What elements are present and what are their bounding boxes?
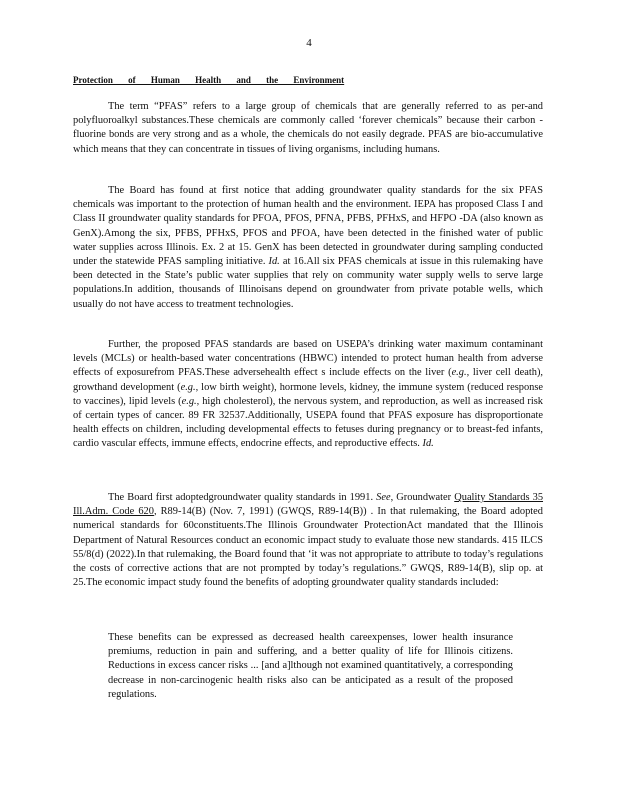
paragraph-pfas-definition: The term “PFAS” refers to a large group of chemicals that are generally referred to as per-and polyfluoroalkyl substances.These chemicals are commonly called ‘forever chemicals” because their carbon -fluorine bonds are very strong and as a whole, the chemicals do not easily degrade. PFAS are bio-accumulative which means that they can concentrate in tissues of living organisms, including humans.: [73, 101, 543, 155]
section-heading: Protection of Human Health and the Environment: [73, 75, 345, 85]
eg-2: e.g.,: [180, 381, 199, 393]
code-citation: Quality Standards 35 Ill.Adm. Code 620: [73, 492, 544, 518]
paragraph-board-findings: [73, 184, 543, 312]
p4-part-b: , Groundwater: [390, 492, 455, 503]
p3-part-c: low birth weight), hormone levels, kidney, the immune system (reduced response to vaccines), lipid levels (: [73, 381, 544, 407]
p3-part-b: liver cell death), growthand development (: [73, 367, 544, 393]
see-signal: See: [376, 492, 391, 503]
eg-1: e.g.,: [451, 367, 470, 379]
paragraph-health-effects: [73, 338, 543, 452]
p2-text: The Board has found at first notice that adding groundwater quality standards for the six PFAS chemicals was important to the protection of human health and the environment. IEPA has proposed Class I and Class II groundwater quality standards for PFOA, PFOS, PFNA, PFBS, PFHxS, and HFPO -DA (also known as GenX).Among the six, PFBS, PFHxS, PFOS and PFOA, have been detected in the finished water of public water supplies across Illinois. Ex. 2 at 15. GenX has been detected in groundwater during sampling conducted under the statewide PFAS sampling initiative.: [73, 185, 543, 268]
id-citation: Id.: [268, 256, 280, 268]
block-quote: These benefits can be expressed as decreased health careexpenses, lower health insurance premiums, reduction in pain and suffering, and a better quality of life for Illinois citizens. Reductions in excess cancer risks ... [and a]lthough not examined quantitatively, a corresponding decrease in non-carcinogenic health risks also can be anticipated as a result of the proposed regulations.: [108, 632, 513, 700]
p4-part-c: , R89-14(B) (Nov. 7, 1991) (GWQS, R89-14(B)) . In that rulemaking, the Board adopted numerical standards for 60constituents.The Illinois Groundwater ProtectionAct mandated that the Illinois Department of Natural Resources conduct an economic impact study to evaluate those new standards. 415 ILCS 55/8(d) (2022).In that rulemaking, the Board found that ‘it was not appropriate to attribute to today’s regulations the costs of corrective actions that are not prompted by today’s regulations.” GWQS, R89-14(B), slip op. at 25.The economic impact study found the benefits of adopting groundwater quality standards included:: [73, 506, 543, 589]
p3-part-d: high cholesterol), the nervous system, and reproduction, as well as increased risk of certain types of cancer. 89 FR 32537.Additionally, USEPA found that PFAS exposure has disproportionate health effects on children, including developmental effects to fetuses during pregnancy or to breast-fed infants, cardio vascular effects, immune effects, endocrine effects, and reproductive effects.: [73, 395, 543, 450]
p4-part-a: The Board first adoptedgroundwater quality standards in 1991.: [108, 492, 374, 503]
id-citation-2: Id.: [422, 438, 434, 450]
page-number: 4: [306, 37, 312, 49]
p3-part-a: Further, the proposed PFAS standards are based on USEPA’s drinking water maximum contaminant levels (MCLs) or health-based water concentrations (HBWC) intended to protect human health from adverse effects of exposurefrom PFAS.These adversehealth effect s include effects on the liver (: [73, 339, 543, 379]
paragraph-history: [73, 491, 543, 590]
eg-3: e.g.,: [181, 395, 200, 407]
p2-tail: at 16.All six PFAS chemicals at issue in this rulemaking have been detected in the State’s public water supplies that rely on community water supply wells to serve large populations.In addition, thousands of Illinoisans depend on groundwater from private potable wells, which usually do not have access to treatment technologies.: [73, 256, 543, 310]
